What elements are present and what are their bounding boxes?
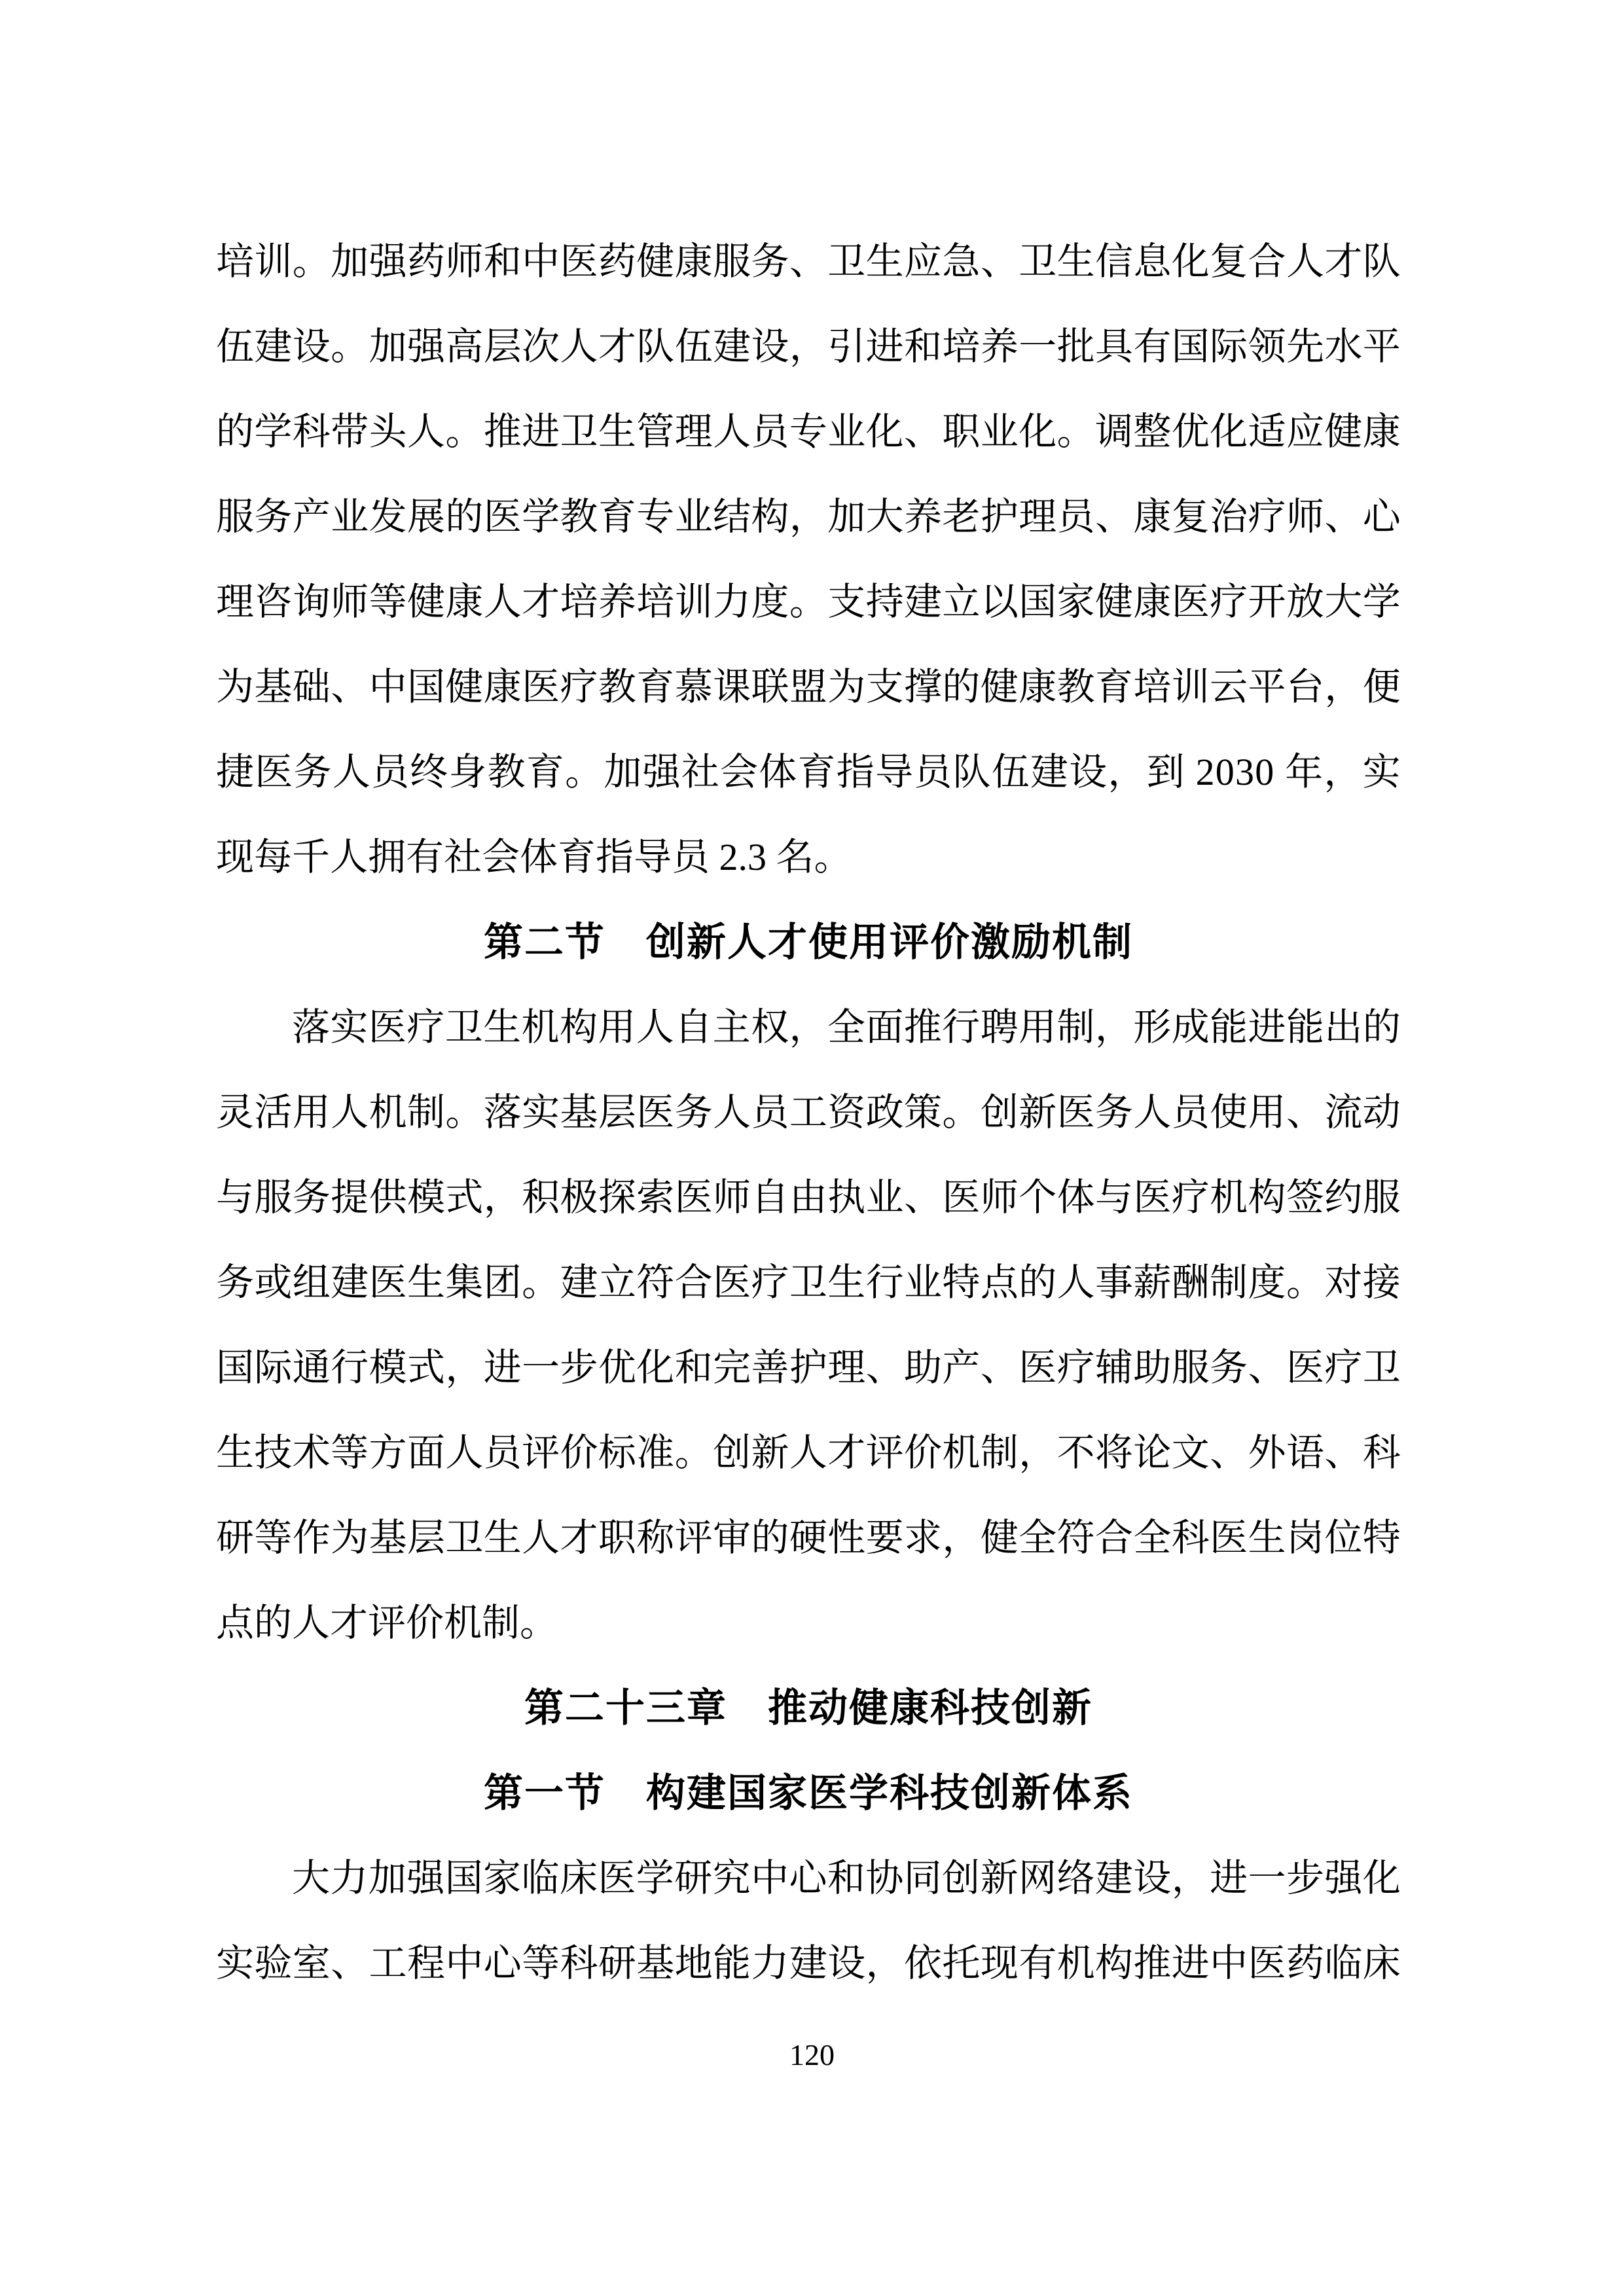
p1-line-5: 理 咨 询 师 等 健 康 人 才 培 养 培 训 力 度 。 支 持 建 立 以 国 家 健 康 医 疗 开 放 大 学 (216, 581, 1401, 623)
p2-line-3: 与 服 务 提 供 模 式 ， 积 极 探 索 医 师 自 由 执 业 、 医 师 个 体 与 医 疗 机 构 签 约 服 (216, 1176, 1401, 1219)
p1-line-4: 服 务 产 业 发 展 的 医 学 教 育 专 业 结 构 ， 加 大 养 老 护 理 员 、 康 复 治 疗 师 、 心 (216, 495, 1401, 538)
page-content (216, 219, 1401, 2006)
page-number: 120 (789, 2038, 835, 2072)
p2-line-6: 生 技 术 等 方 面 人 员 评 价 标 准 。 创 新 人 才 评 价 机 制 ， 不 将 论 文 、 外 语 、 科 (216, 1431, 1401, 1474)
p2-line-7: 研 等 作 为 基 层 卫 生 人 才 职 称 评 审 的 硬 性 要 求 ， 健 全 符 合 全 科 医 生 岗 位 特 (216, 1516, 1401, 1559)
p2-line-4: 务 或 组 建 医 生 集 团 。 建 立 符 合 医 疗 卫 生 行 业 特 点 的 人 事 薪 酬 制 度 。 对 接 (216, 1261, 1401, 1304)
p3-line-1: 大 力 加 强 国 家 临 床 医 学 研 究 中 心 和 协 同 创 新 网 络 建 设 ， 进 一 步 强 化 (292, 1857, 1401, 1899)
p1-line-6: 为 基 础 、 中 国 健 康 医 疗 教 育 慕 课 联 盟 为 支 撑 的 健 康 教 育 培 训 云 平 台 ， 便 (216, 666, 1401, 708)
p1-line-3: 的 学 科 带 头 人 。 推 进 卫 生 管 理 人 员 专 业 化 、 职 业 化 。 调 整 优 化 适 应 健 康 (216, 410, 1401, 453)
p2-line-5: 国 际 通 行 模 式 ， 进 一 步 优 化 和 完 善 护 理 、 助 产 、 医 疗 辅 助 服 务 、 医 疗 卫 (216, 1346, 1401, 1389)
p2-line-8: 点的人才评价机制。 (216, 1602, 558, 1644)
p2-line-2: 灵 活 用 人 机 制 。 落 实 基 层 医 务 人 员 工 资 政 策 。 创 新 医 务 人 员 使 用 、 流 动 (216, 1091, 1401, 1134)
p1-line-1: 培 训 。 加 强 药 师 和 中 医 药 健 康 服 务 、 卫 生 应 急 、 卫 生 信 息 化 复 合 人 才 队 (216, 240, 1401, 283)
p1-line-8: 现每千人拥有社会体育指导员 2.3 名。 (216, 836, 852, 878)
p2-line-1: 落 实 医 疗 卫 生 机 构 用 人 自 主 权 ， 全 面 推 行 聘 用 制 ， 形 成 能 进 能 出 的 (292, 1006, 1401, 1049)
chapter-23-heading: 第二十三章 推动健康科技创新 (524, 1686, 1092, 1730)
p1-line-2: 伍 建 设 。 加 强 高 层 次 人 才 队 伍 建 设 ， 引 进 和 培 养 一 批 具 有 国 际 领 先 水 平 (216, 325, 1401, 368)
section-2-heading: 第二节 创新人才使用评价激励机制 (484, 920, 1133, 964)
p3-line-2: 实 验 室 、 工 程 中 心 等 科 研 基 地 能 力 建 设 ， 依 托 现 有 机 构 推 进 中 医 药 临 床 (216, 1942, 1401, 1984)
p1-line-7: 捷 医 务 人 员 终 身 教 育 。 加 强 社 会 体 育 指 导 员 队 伍 建 设 ， 到 2 0 3 0 年 ， 实 (216, 751, 1401, 793)
section-1-heading: 第一节 构建国家医学科技创新体系 (484, 1771, 1133, 1815)
